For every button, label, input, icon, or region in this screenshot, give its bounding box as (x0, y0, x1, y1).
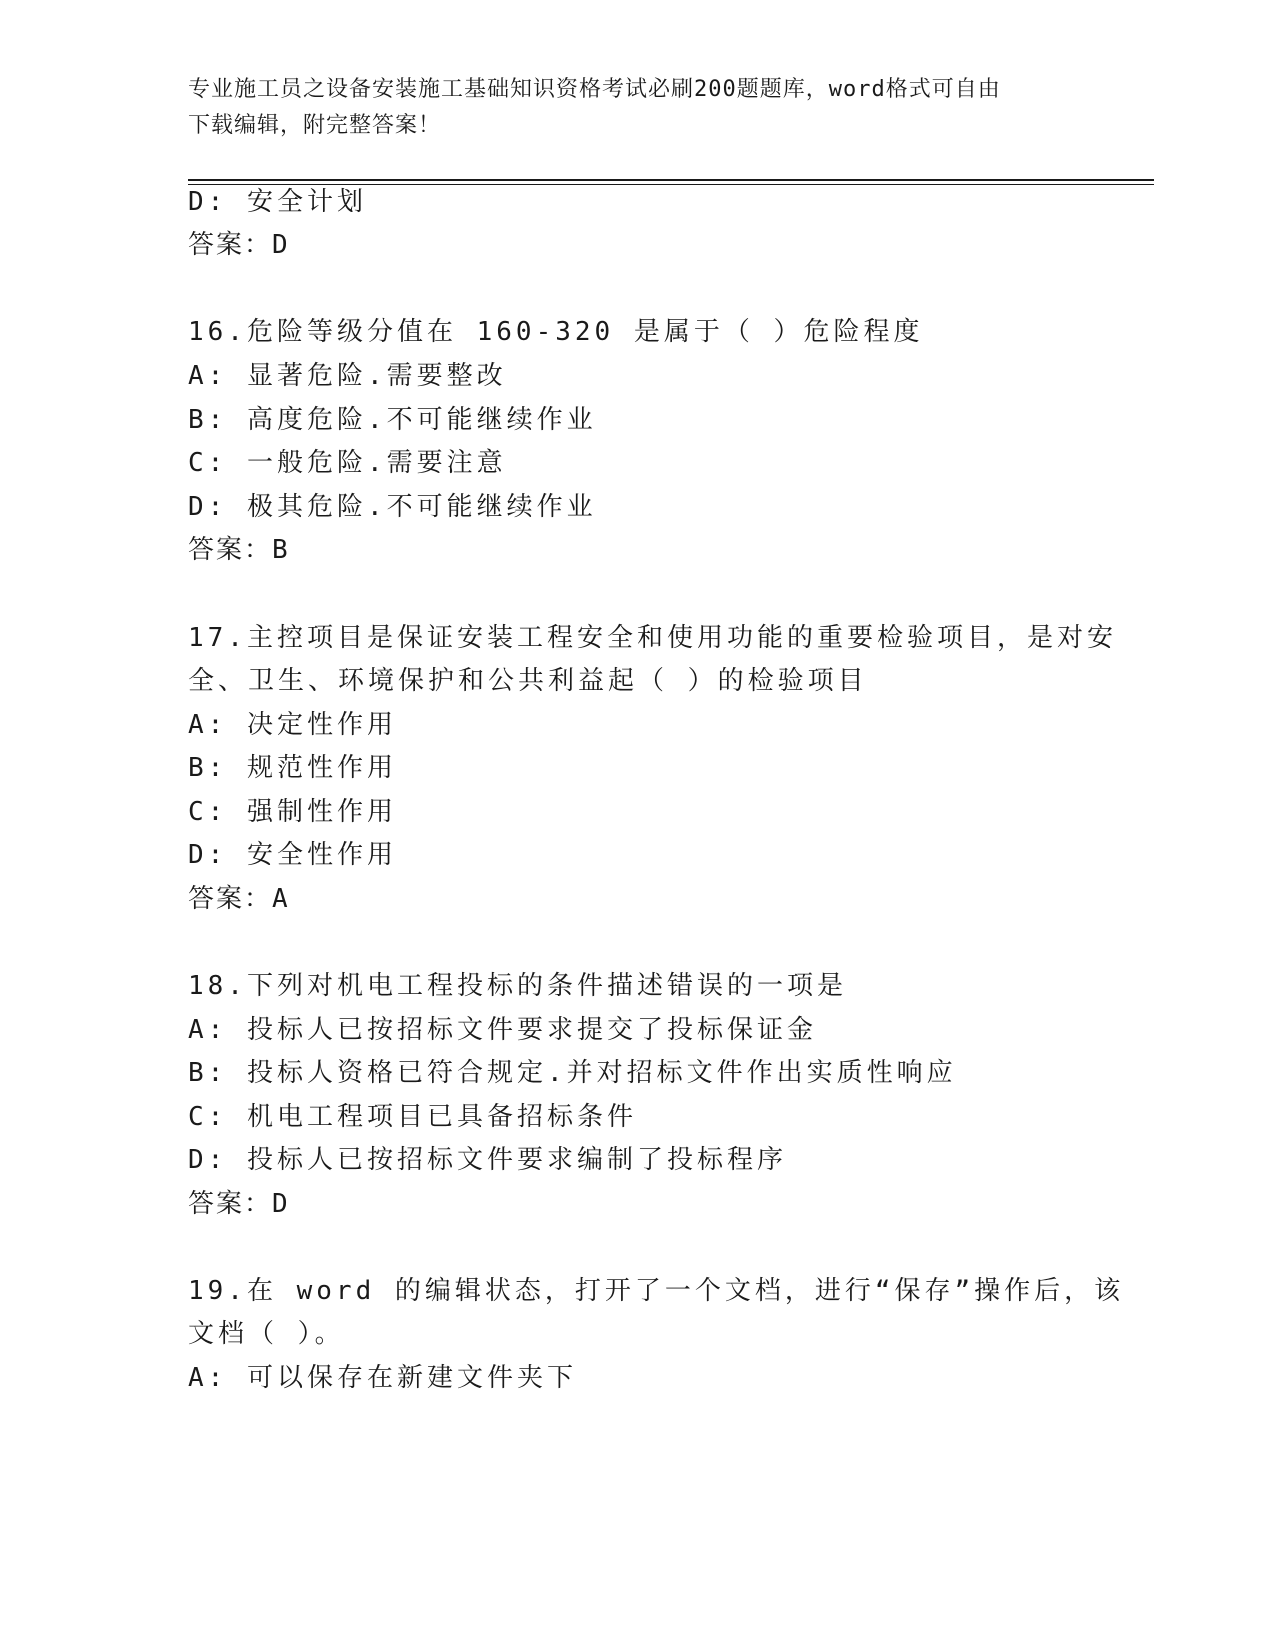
header-divider-secondary (188, 184, 1154, 185)
option-c: C: 一般危险.需要注意 (188, 448, 507, 478)
header-line-2: 下载编辑，附完整答案！ (188, 113, 442, 138)
option-c: C: 强制性作用 (188, 797, 397, 827)
header-line-1: 专业施工员之设备安装施工基础知识资格考试必刷200题题库，word格式可自由 (188, 77, 1001, 102)
option-a: A: 显著危险.需要整改 (188, 361, 507, 391)
question-stem: 19.在 word 的编辑状态，打开了一个文档，进行“保存”操作后，该 (188, 1276, 1125, 1306)
option-a: A: 决定性作用 (188, 710, 397, 740)
option-d: D: 投标人已按招标文件要求编制了投标程序 (188, 1145, 787, 1175)
question-stem: 18.下列对机电工程投标的条件描述错误的一项是 (188, 971, 847, 1001)
option-c: C: 机电工程项目已具备招标条件 (188, 1102, 637, 1132)
answer-label: 答案：D (188, 230, 290, 260)
option-b: B: 投标人资格已符合规定.并对招标文件作出实质性响应 (188, 1058, 957, 1088)
answer-label: 答案：B (188, 535, 290, 565)
question-stem-continued: 全、卫生、环境保护和公共利益起（ ）的检验项目 (188, 666, 868, 696)
answer-label: 答案：A (188, 884, 290, 914)
option-a: A: 投标人已按招标文件要求提交了投标保证金 (188, 1015, 817, 1045)
question-stem-continued: 文档（ ）。 (188, 1319, 345, 1349)
answer-label: 答案：D (188, 1189, 290, 1219)
option-d: D: 安全性作用 (188, 840, 397, 870)
option-b: B: 高度危险.不可能继续作业 (188, 405, 597, 435)
document-header (188, 72, 1088, 144)
question-stem: 17.主控项目是保证安装工程安全和使用功能的重要检验项目，是对安 (188, 623, 1117, 653)
option-a: A: 可以保存在新建文件夹下 (188, 1363, 577, 1393)
option-d: D: 极其危险.不可能继续作业 (188, 492, 597, 522)
option-d: D: 安全计划 (188, 187, 367, 217)
header-divider (188, 179, 1154, 181)
option-b: B: 规范性作用 (188, 753, 397, 783)
question-stem: 16.危险等级分值在 160-320 是属于（ ）危险程度 (188, 317, 924, 347)
